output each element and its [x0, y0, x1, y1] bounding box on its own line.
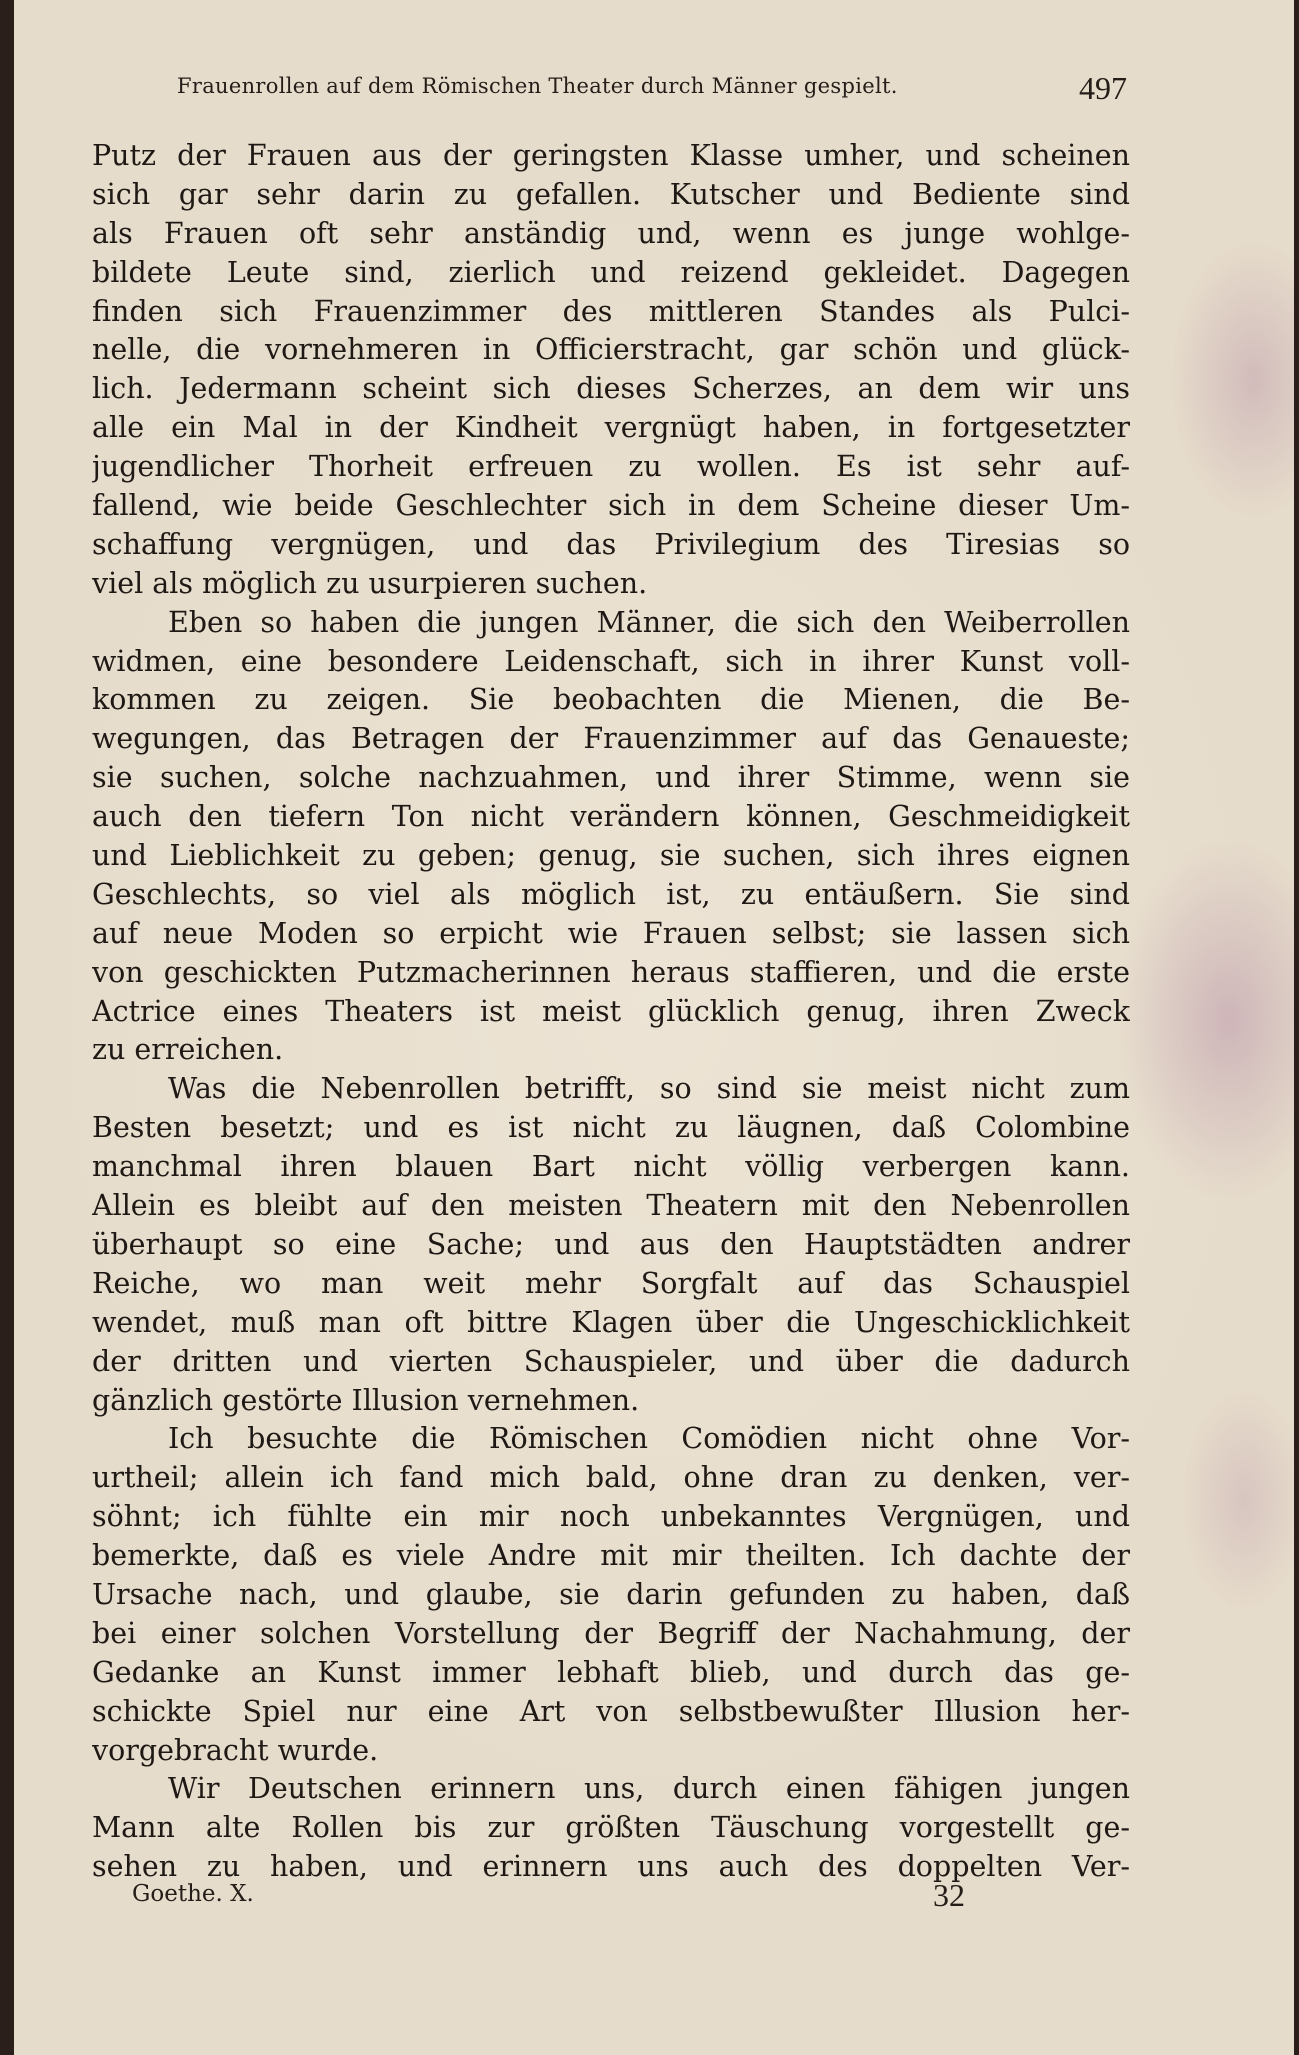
text-line: auf neue Moden so erpicht wie Frauen selbst; sie lassen sich [92, 916, 1130, 950]
text-line: vorgebracht wurde. [92, 1733, 379, 1767]
text-line: manchmal ihren blauen Bart nicht völlig verbergen kann. [92, 1150, 1130, 1184]
text-line: Allein es bleibt auf den meisten Theatern mit den Nebenrollen [92, 1189, 1130, 1223]
text-line: bildete Leute sind, zierlich und reizend gekleidet. Dagegen [92, 255, 1130, 289]
text-line: sie suchen, solche nachzuahmen, und ihrer Stimme, wenn sie [92, 761, 1130, 795]
sheet-number: 32 [933, 1877, 965, 1913]
running-head: Frauenrollen auf dem Römischen Theater durch Männer gespielt. [177, 74, 898, 98]
text-line: Wir Deutschen erinnern uns, durch einen fähigen jungen [168, 1772, 1130, 1806]
text-line: schickte Spiel nur eine Art von selbstbewußter Illusion her- [92, 1694, 1130, 1728]
text-line: und Lieblichkeit zu geben; genug, sie suchen, sich ihres eignen [92, 839, 1130, 873]
text-line: alle ein Mal in der Kindheit vergnügt haben, in fortgesetzter [92, 411, 1130, 445]
text-line: zu erreichen. [92, 1033, 284, 1067]
text-line: nelle, die vornehmeren in Officierstracht, gar schön und glück- [92, 333, 1130, 367]
text-line: sich gar sehr darin zu gefallen. Kutscher und Bediente sind [92, 177, 1130, 211]
text-line: sehen zu haben, und erinnern uns auch des doppelten Ver- [92, 1850, 1130, 1884]
text-line: schaffung vergnügen, und das Privilegium des Tiresias so [92, 527, 1130, 561]
text-line: Ich besuchte die Römischen Comödien nicht ohne Vor- [168, 1422, 1130, 1456]
text-line: bei einer solchen Vorstellung der Begriff der Nachahmung, der [92, 1616, 1130, 1650]
text-line: von geschickten Putzmacherinnen heraus staffieren, und die erste [92, 955, 1130, 989]
text-line: Actrice eines Theaters ist meist glücklich genug, ihren Zweck [92, 994, 1130, 1028]
text-line: kommen zu zeigen. Sie beobachten die Mienen, die Be- [92, 683, 1130, 717]
book-page [14, 0, 1294, 2055]
text-line: Geschlechts, so viel als möglich ist, zu entäußern. Sie sind [92, 877, 1130, 911]
text-line: bemerkte, daß es viele Andre mit mir theilten. Ich dachte der [92, 1539, 1130, 1573]
text-line: Gedanke an Kunst immer lebhaft blieb, und durch das ge- [92, 1655, 1130, 1689]
page-footer [132, 1877, 982, 1917]
body-text [92, 137, 1130, 1887]
text-line: Putz der Frauen aus der geringsten Klasse umher, und scheinen [92, 139, 1130, 172]
text-line: der dritten und vierten Schauspieler, und über die dadurch [92, 1344, 1130, 1378]
text-line: urtheil; allein ich fand mich bald, ohne dran zu denken, ver- [92, 1461, 1130, 1495]
text-line: fallend, wie beide Geschlechter sich in dem Scheine dieser Um- [92, 489, 1130, 523]
text-line: als Frauen oft sehr anständig und, wenn es junge wohlge- [92, 216, 1130, 250]
text-line: Reiche, wo man weit mehr Sorgfalt auf das Schauspiel [92, 1266, 1130, 1300]
text-line: Besten besetzt; und es ist nicht zu läugnen, daß Colombine [92, 1111, 1130, 1145]
text-line: Was die Nebenrollen betrifft, so sind sie meist nicht zum [168, 1072, 1130, 1106]
text-line: überhaupt so eine Sache; und aus den Hauptstädten andrer [92, 1227, 1130, 1261]
text-line: lich. Jedermann scheint sich dieses Scherzes, an dem wir uns [92, 372, 1130, 406]
text-line: wegungen, das Betragen der Frauenzimmer auf das Genaueste; [92, 722, 1130, 756]
text-line: Mann alte Rollen bis zur größten Täuschung vorgestellt ge- [92, 1811, 1130, 1845]
text-line: Eben so haben die jungen Männer, die sich den Weiberrollen [168, 605, 1130, 639]
page-number: 497 [1079, 70, 1127, 106]
signature-mark: Goethe. X. [132, 1881, 254, 1907]
page-header [177, 70, 1127, 110]
text-line: finden sich Frauenzimmer des mittleren Standes als Pulci- [92, 294, 1130, 328]
text-line: auch den tiefern Ton nicht verändern können, Geschmeidigkeit [92, 800, 1130, 834]
text-line: widmen, eine besondere Leidenschaft, sich in ihrer Kunst voll- [92, 644, 1130, 678]
text-line: wendet, muß man oft bittre Klagen über die Ungeschicklichkeit [92, 1305, 1130, 1339]
text-line: gänzlich gestörte Illusion vernehmen. [92, 1383, 640, 1417]
text-line: söhnt; ich fühlte ein mir noch unbekanntes Vergnügen, und [92, 1500, 1130, 1534]
text-line: jugendlicher Thorheit erfreuen zu wollen. Es ist sehr auf- [92, 450, 1130, 484]
text-line: viel als möglich zu usurpieren suchen. [92, 566, 648, 600]
text-line: Ursache nach, und glaube, sie darin gefunden zu haben, daß [92, 1577, 1130, 1611]
